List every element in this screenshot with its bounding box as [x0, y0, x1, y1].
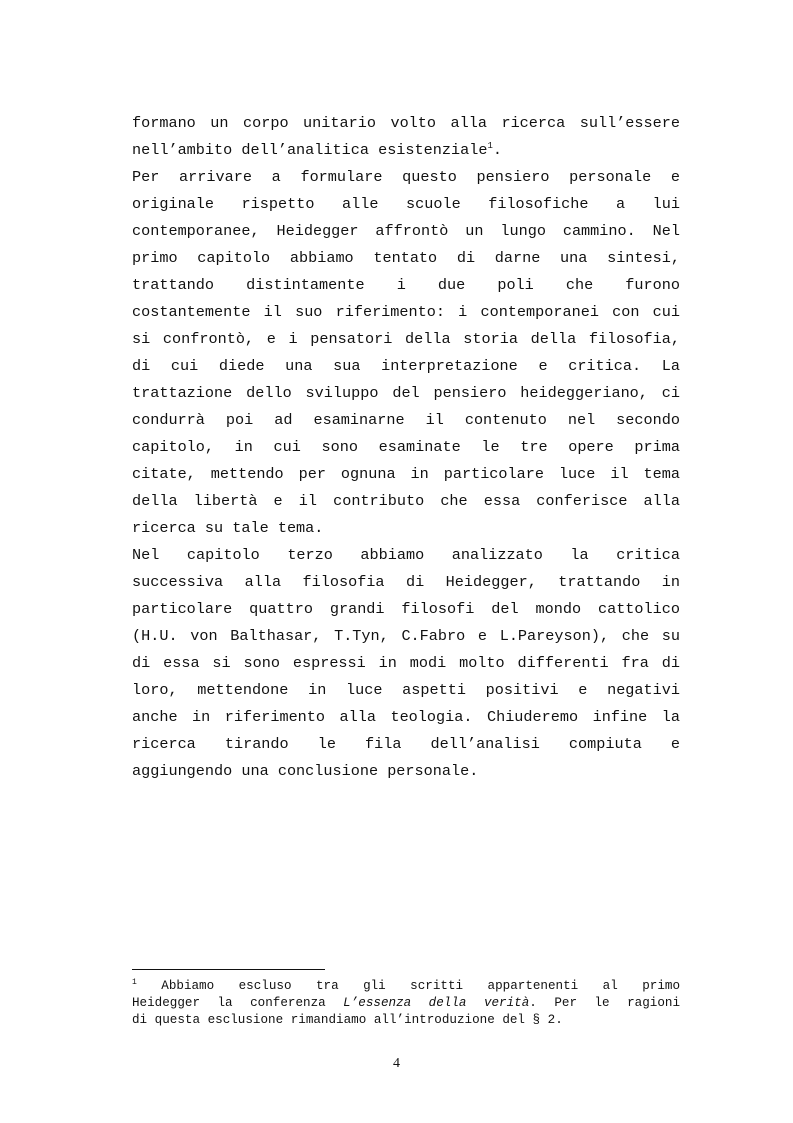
footnote-separator	[132, 969, 325, 970]
footnote	[132, 978, 680, 1029]
text-line: capitolo, in cui sono esaminate le tre opere prima	[132, 438, 680, 456]
text-line: trattazione dello sviluppo del pensiero heideggeriano, ci	[132, 384, 680, 402]
text-line-content: nell’ambito dell’analitica esistenziale	[132, 141, 488, 159]
text-line: ricerca su tale tema.	[132, 519, 324, 537]
text-line: Per arrivare a formulare questo pensiero personale e	[132, 168, 680, 186]
text-line: della libertà e il contributo che essa conferisce alla	[132, 492, 680, 510]
text-line: particolare quattro grandi filosofi del mondo cattolico	[132, 600, 680, 618]
text-line: contemporanee, Heidegger affrontò un lungo cammino. Nel	[132, 222, 680, 240]
text-line: originale rispetto alle scuole filosofiche a lui	[132, 195, 680, 213]
text-line: di cui diede una sua interpretazione e critica. La	[132, 357, 680, 375]
page-number: 4	[393, 1056, 400, 1071]
footnote-text: Abbiamo escluso tra gli scritti appartenenti al primo	[161, 979, 681, 993]
footnote-line: di questa esclusione rimandiamo all’introduzione del § 2.	[132, 1013, 563, 1027]
text-line: successiva alla filosofia di Heidegger, trattando in	[132, 573, 680, 591]
text-line: si confrontò, e i pensatori della storia della filosofia,	[132, 330, 680, 348]
text-line: citate, mettendo per ognuna in particolare luce il tema	[132, 465, 680, 483]
body-text	[132, 110, 680, 785]
text-line: primo capitolo abbiamo tentato di darne una sintesi,	[132, 249, 680, 267]
text-line	[132, 137, 680, 164]
text-line: Nel capitolo terzo abbiamo analizzato la critica	[132, 546, 680, 564]
sentence-end: .	[492, 141, 502, 159]
text-line: trattando distintamente i due poli che furono	[132, 276, 680, 294]
footnote-text: . Per le ragioni	[529, 996, 680, 1010]
footnote-line	[132, 995, 680, 1012]
footnote-number: 1	[132, 978, 137, 987]
footnote-cited-title: L’essenza della verità	[343, 996, 530, 1010]
text-line: loro, mettendone in luce aspetti positivi e negativi	[132, 681, 680, 699]
text-line: di essa si sono espressi in modi molto differenti fra di	[132, 654, 680, 672]
footnote-line	[132, 978, 680, 995]
footnote-text: Heidegger la conferenza	[132, 996, 344, 1010]
footnote-reference[interactable]: 1	[487, 141, 493, 151]
text-line: ricerca tirando le fila dell’analisi compiuta e	[132, 735, 680, 753]
text-line: aggiungendo una conclusione personale.	[132, 762, 479, 780]
text-line: formano un corpo unitario volto alla ricerca sull’essere	[132, 114, 680, 132]
text-line: condurrà poi ad esaminarne il contenuto nel secondo	[132, 411, 680, 429]
text-line: (H.U. von Balthasar, T.Tyn, C.Fabro e L.Pareyson), che su	[132, 627, 680, 645]
text-line: anche in riferimento alla teologia. Chiuderemo infine la	[132, 708, 680, 726]
text-line: costantemente il suo riferimento: i contemporanei con cui	[132, 303, 680, 321]
